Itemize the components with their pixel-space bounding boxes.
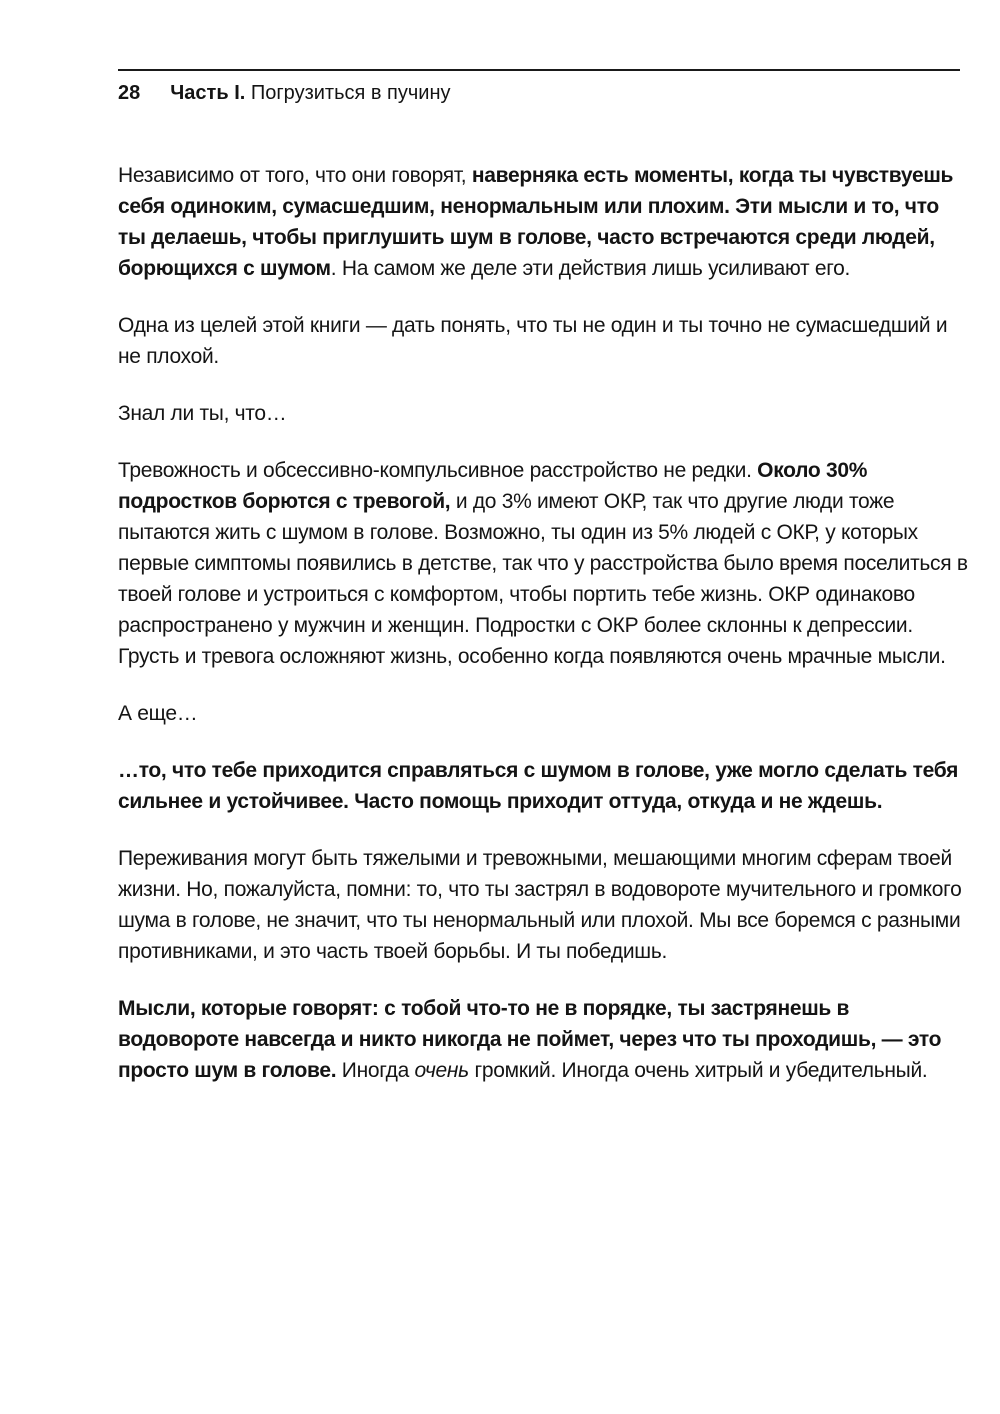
- paragraph-bold-run: Мысли, которые говорят: с тобой что-то не в порядке, ты застрянешь в водовороте навсегда и никто никогда не поймет, через что ты проходишь, — это просто шум в голове.: [118, 997, 942, 1082]
- paragraph: [118, 843, 968, 967]
- paragraph: [118, 160, 968, 284]
- running-head: [118, 80, 451, 106]
- part-label: Часть I.: [170, 82, 246, 104]
- paragraph-text-run: Иногда: [336, 1059, 415, 1082]
- paragraph: [118, 310, 968, 372]
- paragraph-text-run: Переживания могут быть тяжелыми и тревожными, мешающими многим сферам твоей жизни. Но, пожалуйста, помни: то, что ты застрял в водовороте мучительного и громкого шума в голове, не значит, что ты ненормальный или плохой. Мы все боремся с разными противниками, и это часть твоей борьбы. И ты победишь.: [118, 847, 962, 963]
- paragraph: [118, 993, 968, 1086]
- paragraph-text-run: громкий. Иногда очень хитрый и убедительный.: [468, 1059, 928, 1082]
- paragraph-text-run: и до 3% имеют ОКР, так что другие люди тоже пытаются жить с шумом в голове. Возможно, ты один из 5% людей с ОКР, у которых первые симптомы появились в детстве, так что у расстройства было время поселиться в твоей голове и устроиться с комфортом, чтобы портить тебе жизнь. ОКР одинаково распространено у мужчин и женщин. Подростки с ОКР более склонны к депрессии. Грусть и тревога осложняют жизнь, особенно когда появляются очень мрачные мысли.: [118, 490, 968, 668]
- paragraph: [118, 398, 968, 429]
- page-number: 28: [118, 82, 141, 104]
- paragraph: [118, 698, 968, 729]
- paragraph-text-run: Знал ли ты, что…: [118, 402, 287, 425]
- paragraph-text-run: А еще…: [118, 702, 198, 725]
- paragraph-text-run: Независимо от того, что они говорят,: [118, 164, 472, 187]
- chapter-title: Погрузиться в пучину: [250, 82, 451, 104]
- paragraph-bold-run: наверняка есть моменты, когда ты чувствуешь себя одиноким, сумасшедшим, ненормальным или плохим. Эти мысли и то, что ты делаешь, чтобы приглушить шум в голове, часто встречаются среди людей, борющихся с шумом: [118, 164, 954, 280]
- paragraph-bold-run: Около 30% подростков борются с тревогой,: [118, 459, 868, 513]
- header-rule: [118, 69, 960, 71]
- paragraph-italic-run: очень: [414, 1059, 469, 1082]
- paragraph-text-run: Одна из целей этой книги — дать понять, что ты не один и ты точно не сумасшедший и не плохой.: [118, 314, 948, 368]
- paragraph: [118, 455, 968, 672]
- body-text: [118, 160, 968, 1112]
- paragraph-text-run: Тревожность и обсессивно-компульсивное расстройство не редки.: [118, 459, 758, 482]
- paragraph: [118, 755, 968, 817]
- paragraph-text-run: . На самом же деле эти действия лишь усиливают его.: [330, 257, 851, 280]
- paragraph-bold-run: …то, что тебе приходится справляться с шумом в голове, уже могло сделать тебя сильнее и устойчивее. Часто помощь приходит оттуда, откуда и не ждешь.: [118, 759, 959, 813]
